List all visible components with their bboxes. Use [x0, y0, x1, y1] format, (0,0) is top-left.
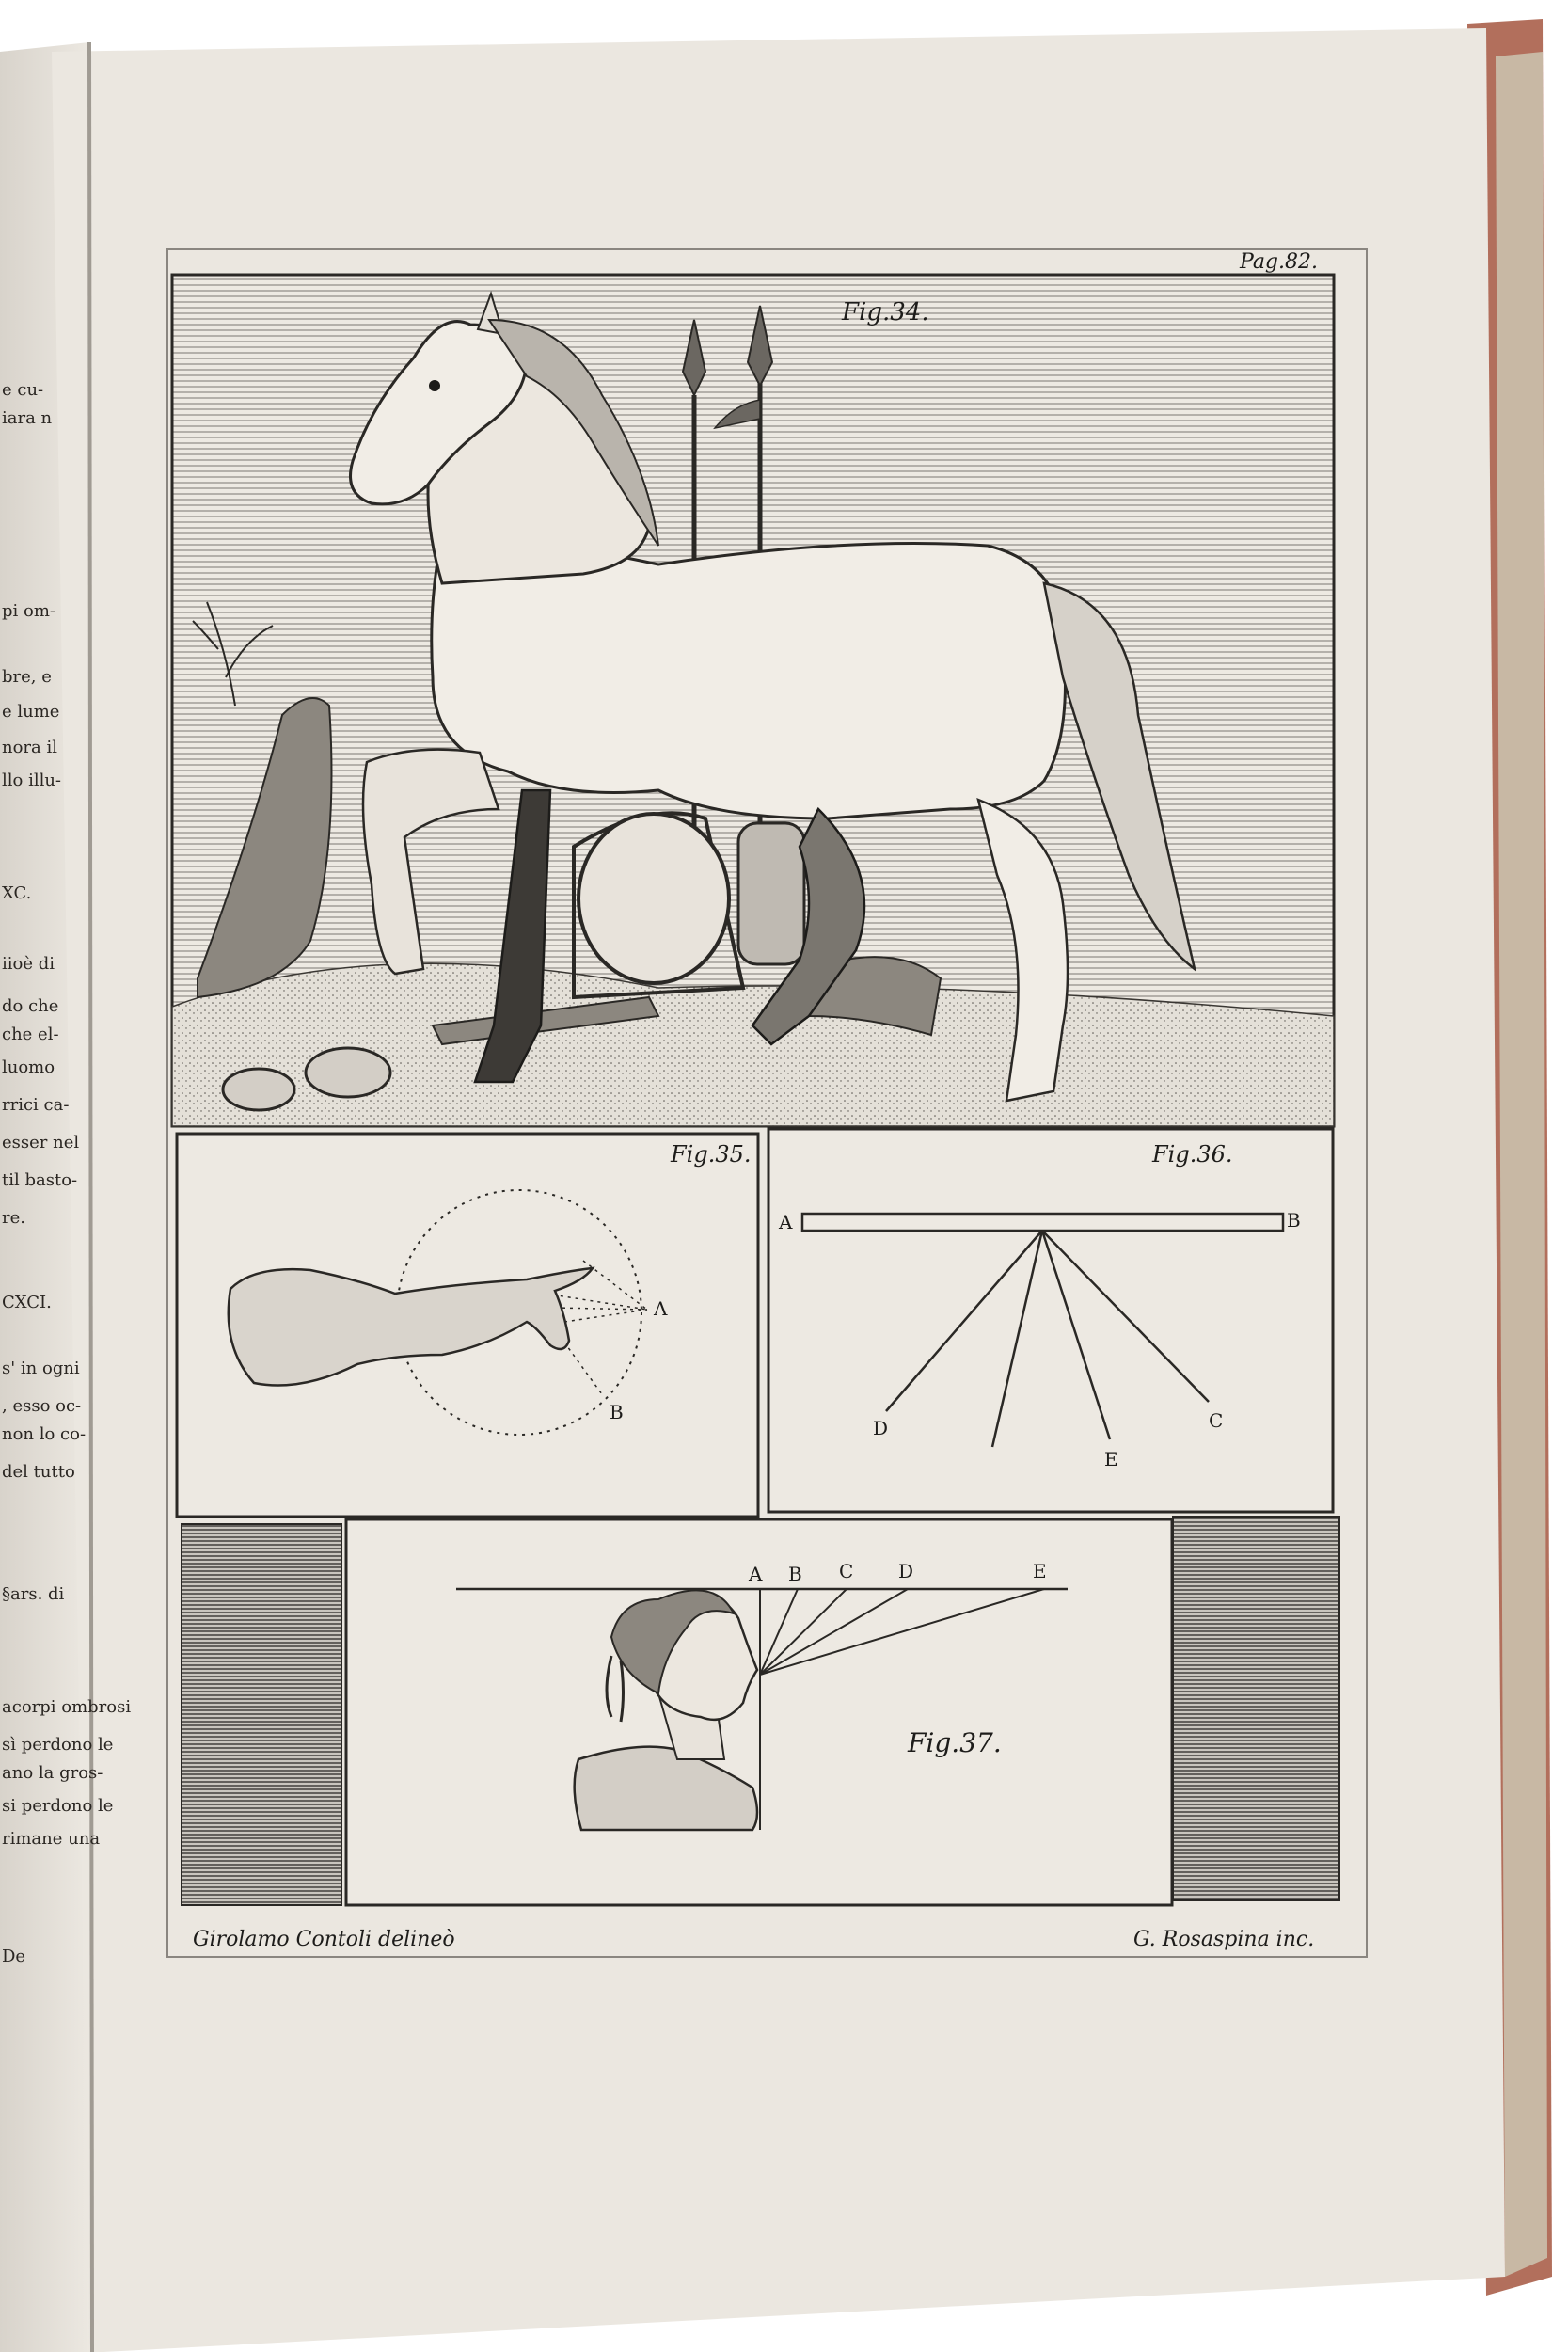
fig36-label: Fig.36.	[1152, 1141, 1233, 1168]
facing-page-fragment: bre, e	[2, 667, 52, 687]
fig37-right-hatch	[1173, 1517, 1339, 1900]
fig37-point-c: C	[839, 1560, 854, 1582]
fig36-panel	[768, 1129, 1333, 1512]
facing-page-fragment: e lume	[2, 702, 60, 722]
fig34-label: Fig.34.	[842, 298, 929, 326]
fig37-panel	[182, 1517, 1339, 1905]
facing-page-fragment: rrici ca-	[2, 1095, 70, 1115]
facing-page-fragment: §ars. di	[2, 1584, 65, 1604]
facing-page-fragment: si perdono le	[2, 1796, 114, 1816]
fig36-point-e: E	[1104, 1448, 1118, 1470]
fig37-point-e: E	[1033, 1560, 1047, 1582]
fig37-label: Fig.37.	[908, 1727, 1002, 1758]
fig36-point-b: B	[1287, 1209, 1301, 1232]
plate	[167, 249, 1367, 1957]
facing-page-fragment: iara n	[2, 408, 53, 428]
fig35-label: Fig.35.	[671, 1141, 752, 1168]
facing-page-fragment: ano la gros-	[2, 1763, 103, 1783]
facing-page-fragment: XC.	[2, 883, 32, 903]
facing-page-fragment: e cu-	[2, 380, 44, 400]
fig36-point-a: A	[779, 1211, 793, 1233]
facing-page-fragment: til basto-	[2, 1170, 78, 1190]
fig37-point-a: A	[749, 1563, 763, 1585]
facing-page-fragment: re.	[2, 1208, 25, 1228]
facing-page-fragment: del tutto	[2, 1462, 75, 1482]
facing-page-fragment: luomo	[2, 1057, 55, 1077]
fig37-point-b: B	[788, 1563, 802, 1585]
fig36-point-c: C	[1209, 1409, 1224, 1432]
facing-page-fragment: che el-	[2, 1025, 59, 1044]
horse-eye	[429, 380, 440, 391]
facing-page-fragment: do che	[2, 996, 59, 1016]
fig35-panel	[177, 1134, 758, 1517]
fig36-point-d: D	[873, 1417, 889, 1439]
facing-page-fragment: sì perdono le	[2, 1735, 114, 1755]
facing-page-fragment: non lo co-	[2, 1424, 87, 1444]
fig35-point-b: B	[610, 1401, 624, 1423]
facing-page-fragment: , esso oc-	[2, 1396, 82, 1416]
credit-engraver: G. Rosaspina inc.	[1133, 1928, 1315, 1951]
fig37-point-d: D	[898, 1560, 914, 1582]
facing-page-fragment: nora il	[2, 738, 58, 757]
facing-page-fragment: esser nel	[2, 1133, 80, 1152]
facing-page-fragment: iioè di	[2, 954, 55, 974]
facing-page-fragment: acorpi ombrosi	[2, 1697, 132, 1717]
fig34-panel	[172, 275, 1334, 1126]
facing-page-fragment: s' in ogni	[2, 1359, 80, 1378]
facing-page-fragment: llo illu-	[2, 771, 62, 790]
credit-delineator: Girolamo Contoli delineò	[193, 1928, 455, 1951]
facing-page-fragment: rimane una	[2, 1829, 101, 1849]
facing-page-fragment: pi om-	[2, 601, 55, 621]
fig36-frame	[768, 1129, 1333, 1512]
fig35-point-a: A	[654, 1297, 668, 1320]
page-label: Pag.82.	[1240, 250, 1318, 274]
facing-page-fragment: De	[2, 1947, 26, 1966]
facing-page-fragment: CXCI.	[2, 1293, 52, 1312]
fig37-left-hatch	[182, 1524, 341, 1905]
